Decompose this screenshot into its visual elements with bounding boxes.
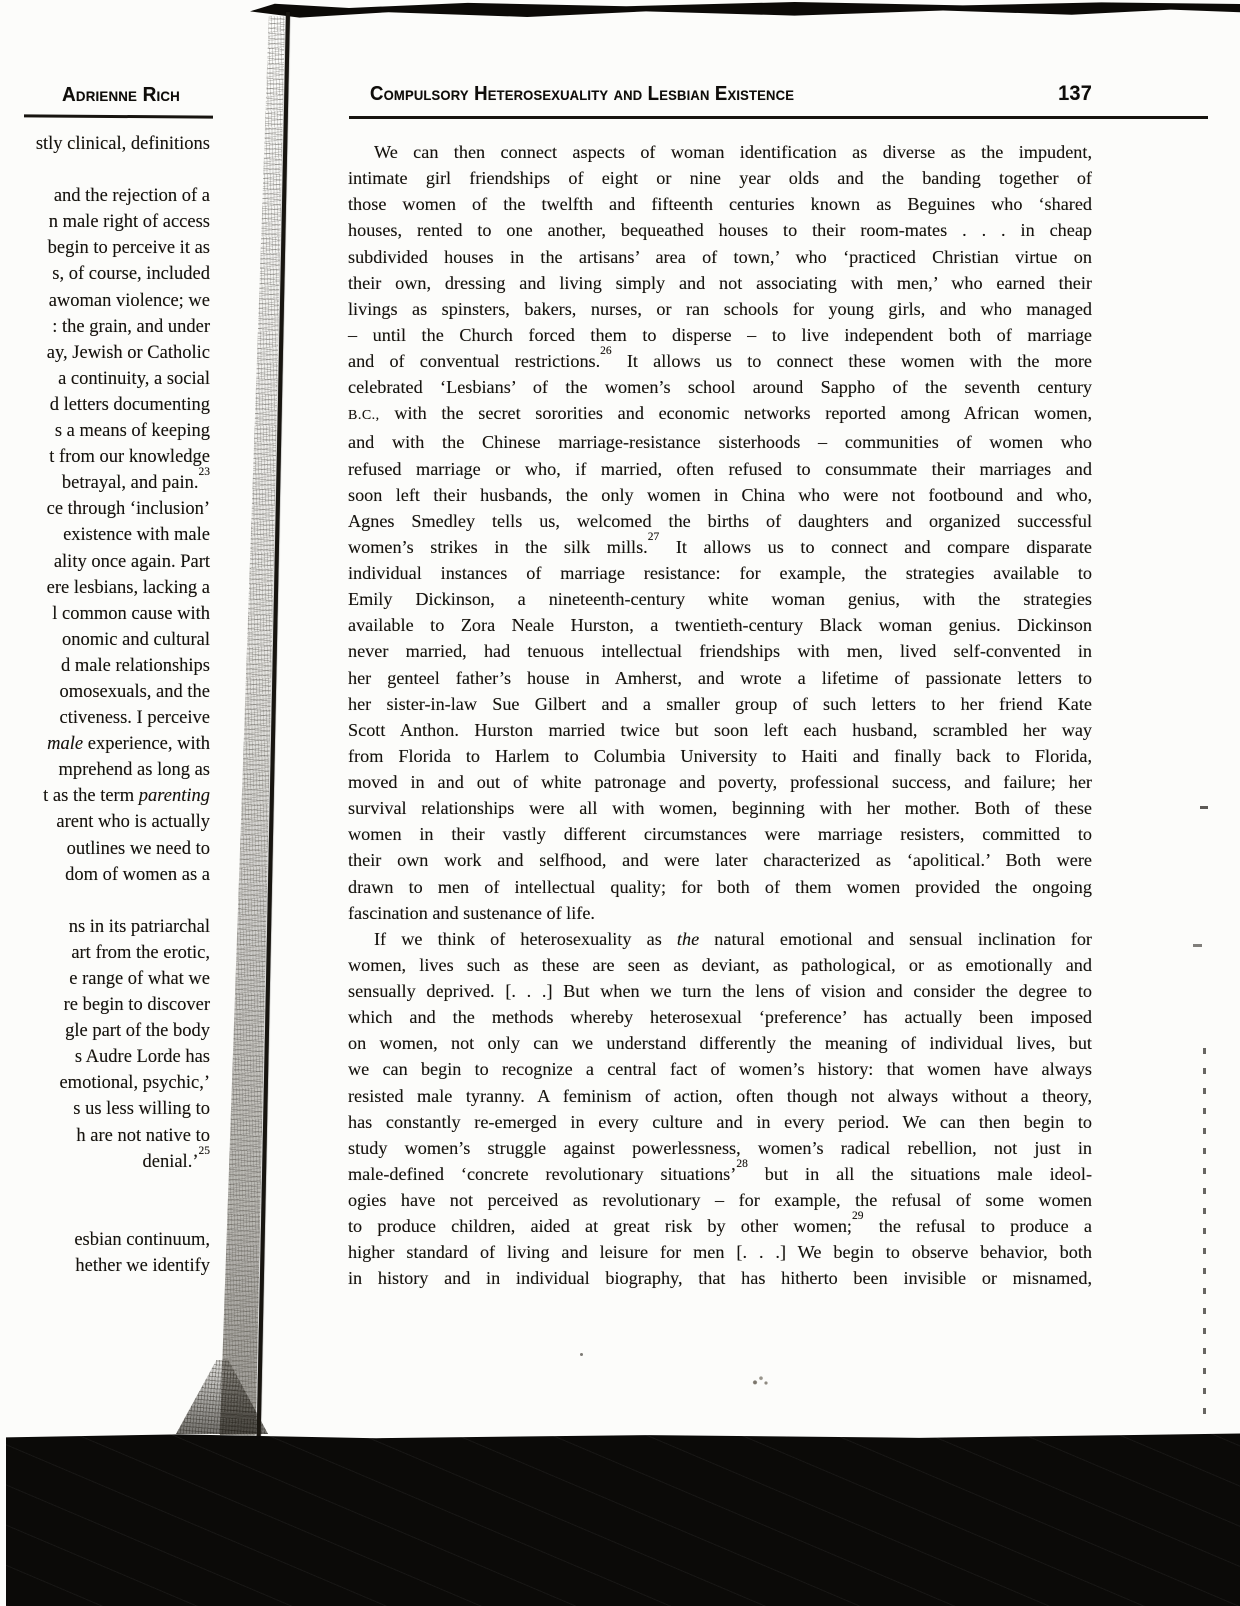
text-line: arent who is actually [56,812,210,833]
text-line: to produce children, aided at great risk by other women;$^{29}$ the refusal to produce a [348,1210,1092,1237]
text-line: ns in its patriarchal [68,916,210,937]
text-line: women’s strikes in the silk mills.$^{27}$ It allows us to connect and compare disparate [348,530,1093,557]
text-line: resisted male tyranny. A feminism of action, often though not always without a theory, [348,1085,1092,1106]
scan-artifact-dash [1200,806,1208,809]
text-line: survival relationships were all with women, beginning with her mother. Both of these [348,798,1092,819]
text-line: l common cause with [52,603,210,624]
text-line: ay, Jewish or Catholic [46,342,210,363]
text-line: s, of course, included [52,264,210,285]
text-line: ce through ‘inclusion’ [46,499,210,520]
text-line: her sister-in-law Sue Gilbert and a smaller group of such letters to her friend Kate [348,693,1092,714]
text-line: re begin to discover [63,995,210,1016]
text-line: mprehend as long as [58,760,210,781]
text-line [0,1175,210,1201]
text-line: ere lesbians, lacking a [46,577,210,598]
text-line: from Florida to Harlem to Columbia University to Haiti and finally back to Florida, [348,745,1092,766]
text-line: n male right of access [48,212,210,233]
text-line: t from our knowledge [49,447,210,468]
text-line: denial.’$^{25}$ [142,1144,210,1172]
text-line: and with the Chinese marriage-resistance sisterhoods – communities of women who [348,432,1092,453]
text-line: we can begin to recognize a central fact of women’s history: that women have always [348,1059,1092,1080]
text-line: women in their vastly different circumstances were marriage resisters, committed to [348,824,1092,845]
text-line: If we think of heterosexuality as the natural emotional and sensual inclination for [374,928,1092,949]
text-line: outlines we need to [66,838,210,859]
text-line: existence with male [63,525,210,546]
text-line: art from the erotic, [71,942,210,963]
scan-artifact-smudge [750,1374,770,1386]
text-line: and of conventual restrictions.$^{26}$ It allows us to connect these women with the more [348,344,1092,371]
text-line: t as the term parenting [43,786,210,807]
text-line: d male relationships [61,655,210,676]
running-header: Compulsory Heterosexuality and Lesbian Existence [370,83,795,105]
paragraph [348,926,1092,1292]
text-line: onomic and cultural [62,629,210,650]
page-number: 137 [1058,82,1092,105]
facing-header-rule [24,114,213,118]
text-line: Agnes Smedley tells us, welcomed the births of daughters and organized successful [348,510,1092,531]
text-line: emotional, psychic,’ [59,1073,210,1094]
text-line: male-defined ‘concrete revolutionary situations’$^{28}$ but in all the situations male ideol- [348,1157,1092,1184]
text-line: her genteel father’s house in Amherst, and wrote a lifetime of passionate letters to [348,667,1092,688]
text-line: drawn to men of intellectual quality; for both of them women provided the ongoing [348,876,1092,897]
body-text [348,139,1092,1292]
scan-artifact-dot [580,1353,583,1356]
text-line: available to Zora Neale Hurston, a twentieth-century Black woman genius. Dickinson [348,615,1092,636]
text-line: never married, had tenuous intellectual friendships with men, lived self-convented in [348,641,1092,662]
text-line: sensually deprived. [. . .] But when we turn the lens of vision and consider the degree to [348,981,1092,1001]
text-line: dom of women as a [65,864,210,885]
text-line [0,888,210,914]
text-line: hether we identify [75,1256,210,1277]
text-line: study women’s struggle against powerlessness, women’s radical rebellion, not just in [348,1137,1092,1158]
scan-artifact-dashes [1203,1048,1206,1428]
header-rule [349,116,1208,119]
text-line: h are not native to [76,1125,210,1146]
text-line: gle part of the body [65,1021,210,1042]
text-line: : the grain, and under [52,316,210,337]
text-line: begin to perceive it as [47,238,210,259]
text-line: which and the methods whereby heterosexual ‘preference’ has actually been imposed [348,1007,1092,1028]
facing-page-lines [0,131,210,1279]
scan-edge-bottom [6,1433,1240,1606]
scan-artifact-dash [1193,944,1202,947]
text-line: on women, not only can we understand differently the meaning of individual lives, but [348,1033,1092,1054]
text-line: Emily Dickinson, a nineteenth-century white woman genius, with the strategies [348,589,1092,610]
text-line: ogies have not perceived as revolutionary – for example, the refusal of some women [348,1190,1092,1210]
text-line: celebrated ‘Lesbians’ of the women’s school around Sappho of the seventh century [348,377,1092,398]
text-line: s us less willing to [73,1099,210,1120]
text-line: soon left their husbands, the only women in China who were not footbound and who, [348,484,1092,505]
text-line: their own work and selfhood, and were later characterized as ‘apolitical.’ Both were [348,850,1092,871]
text-line: their own, dressing and living simply and not associating with men,’ who earned their [348,272,1092,293]
text-line: awoman violence; we [48,290,210,311]
text-line: Scott Anthon. Hurston married twice but soon left each husband, scrambled her way [348,719,1092,740]
text-line [0,157,210,183]
text-line: subdivided houses in the artisans’ area of town,’ who ‘practiced Christian virtue on [348,246,1092,267]
text-line: stly clinical, definitions [35,134,210,154]
text-line: betrayal, and pain.$^{23}$ [61,466,210,494]
text-line: s Audre Lorde has [74,1047,210,1068]
text-line: We can then connect aspects of woman identification as diverse as the impudent, [374,142,1092,162]
facing-page-running-header: Adrienne Rich [62,84,180,106]
text-line: ctiveness. I perceive [59,708,210,729]
text-line: those women of the twelfth and fifteenth centuries known as Beguines who ‘shared [348,194,1092,215]
text-line: d letters documenting [49,394,210,415]
text-line: B.C., with the secret sororities and economic networks reported among African women, [348,403,1092,424]
text-line: – until the Church forced them to disperse – to live independent both of marriage [348,324,1092,345]
text-line: has constantly re-emerged in every culture and in every period. We can then begin to [348,1111,1092,1132]
scan-edge-top [250,2,1240,19]
text-line: and the rejection of a [53,186,210,207]
text-line: ality once again. Part [53,551,210,572]
text-line: fascination and sustenance of life. [348,902,595,923]
text-line: e range of what we [69,969,210,989]
text-line: male experience, with [47,734,210,755]
text-line: refused marriage or who, if married, often refused to consummate their marriages and [348,458,1092,479]
text-line: moved in and out of white patronage and poverty, professional success, and failure; her [348,772,1092,792]
text-line: livings as spinsters, bakers, nurses, or ran schools for young girls, and who managed [348,298,1092,319]
text-line: houses, rented to one another, bequeathed houses to their room-mates . . . in cheap [348,220,1092,241]
text-line: a continuity, a social [58,368,210,389]
binding-shadow [220,15,285,1435]
text-line: in history and in individual biography, that has hitherto been invisible or misnamed, [348,1268,1092,1289]
text-line: higher standard of living and leisure for men [. . .] We begin to observe behavior, both [348,1242,1092,1263]
text-line [0,1201,210,1227]
text-line: women, lives such as these are seen as deviant, as pathological, or as emotionally and [348,954,1092,975]
text-line: esbian continuum, [74,1229,210,1250]
text-line: individual instances of marriage resistance: for example, the strategies available to [348,563,1092,583]
text-line: s a means of keeping [54,421,210,442]
text-line: omosexuals, and the [59,681,210,702]
text-line: intimate girl friendships of eight or nine year olds and the banding together of [348,168,1092,189]
paragraph [348,139,1092,926]
